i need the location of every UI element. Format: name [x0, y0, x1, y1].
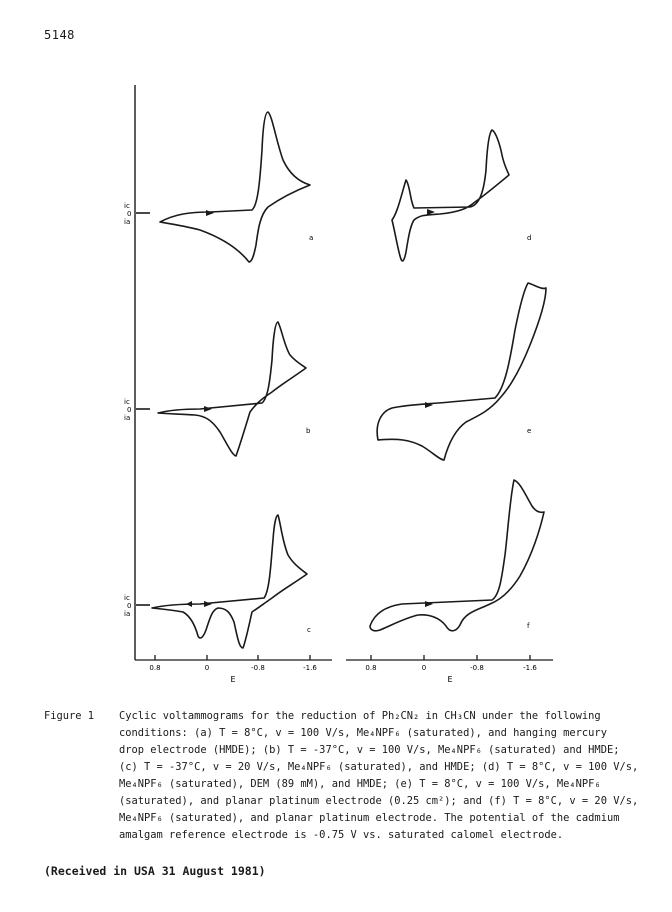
caption-line: drop electrode (HMDE); (b) T = -37°C, v = 100 V/s, Me₄NPF₆ (saturated) and HMDE;: [119, 744, 620, 756]
received-date: (Received in USA 31 August 1981): [44, 864, 266, 878]
panel-f: [370, 480, 544, 631]
caption-line: (c) T = -37°C, v = 20 V/s, Me₄NPF₆ (saturated), and HMDE; (d) T = 8°C, v = 100 V/s,: [119, 761, 639, 773]
panel-label-b: b: [306, 427, 311, 435]
tick-label: 0: [204, 664, 210, 672]
caption-line: conditions: (a) T = 8°C, v = 100 V/s, Me₄NPF₆ (saturated), and hanging mercury: [119, 727, 607, 739]
panel-a: [136, 112, 310, 262]
current-label-cathodic: ic: [124, 594, 130, 602]
panel-label-e: e: [527, 427, 532, 435]
tick-label: 0: [421, 664, 427, 672]
caption-line: Me₄NPF₆ (saturated), and planar platinum electrode. The potential of the cadmium: [119, 812, 620, 824]
figure-label: Figure 1: [44, 710, 95, 722]
tick-label: -1.6: [523, 664, 537, 672]
x-axis-label: E: [447, 675, 453, 684]
caption-line: Cyclic voltammograms for the reduction of Ph₂CN₂ in CH₃CN under the following: [119, 710, 601, 722]
caption-body: [119, 708, 639, 844]
current-label-cathodic: ic: [124, 202, 130, 210]
panel-e: [377, 283, 546, 460]
tick-label: 0.8: [365, 664, 377, 672]
panel-label-d: d: [527, 234, 532, 242]
panel-label-c: c: [307, 626, 311, 634]
potential-axis-right: [346, 655, 553, 660]
panel-c: [136, 515, 307, 648]
panel-b: [136, 322, 306, 456]
tick-label: -1.6: [303, 664, 317, 672]
current-zero-label: 0: [127, 210, 132, 218]
page-number: 5148: [44, 28, 75, 42]
caption-line: Me₄NPF₆ (saturated), DEM (89 mM), and HMDE; (e) T = 8°C, v = 100 V/s, Me₄NPF₆: [119, 778, 601, 790]
current-label-anodic: ia: [124, 414, 131, 422]
current-label-anodic: ia: [124, 610, 131, 618]
panel-d: [392, 130, 509, 261]
tick-label: 0.8: [149, 664, 161, 672]
potential-axis-left: [135, 655, 332, 660]
current-label-anodic: ia: [124, 218, 131, 226]
x-axis-label: E: [230, 675, 236, 684]
current-zero-label: 0: [127, 602, 132, 610]
current-zero-label: 0: [127, 406, 132, 414]
tick-label: -0.8: [470, 664, 484, 672]
caption-line: amalgam reference electrode is -0.75 V vs. saturated calomel electrode.: [119, 829, 564, 841]
tick-label: -0.8: [251, 664, 265, 672]
current-label-cathodic: ic: [124, 398, 130, 406]
panel-label-f: f: [527, 622, 530, 630]
panel-label-a: a: [309, 234, 314, 242]
caption-line: (saturated), and planar platinum electrode (0.25 cm²); and (f) T = 8°C, v = 20 V/s,: [119, 795, 639, 807]
